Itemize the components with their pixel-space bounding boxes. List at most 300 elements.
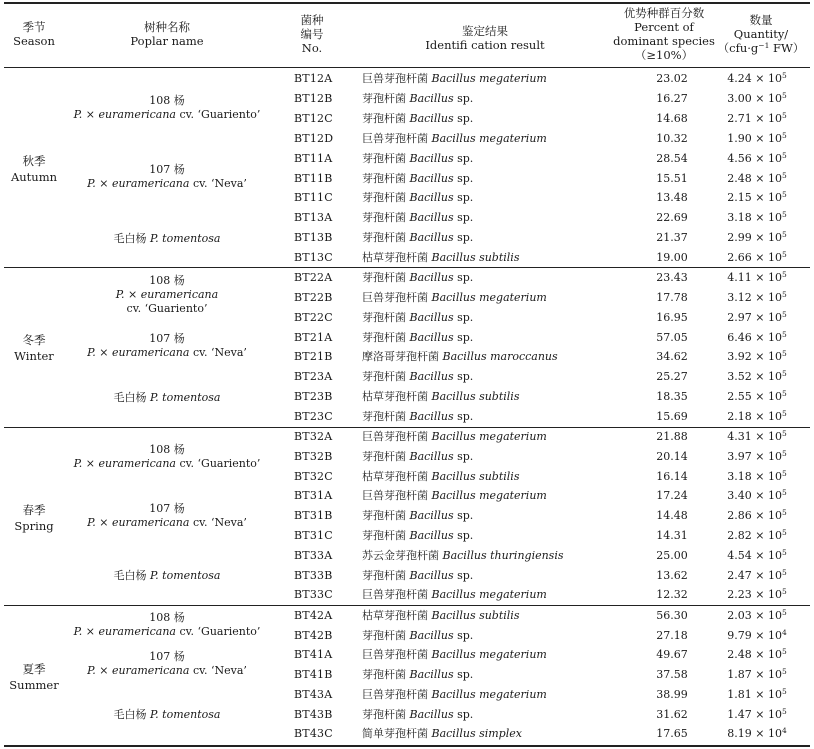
quantity-mantissa: 1.90 xyxy=(727,131,752,145)
quantity-value xyxy=(727,549,787,563)
strain-code: BT11C xyxy=(294,191,333,205)
identification-species: Bacillus thuringiensis xyxy=(442,548,564,562)
identification-zh: 巨兽芽孢杆菌 xyxy=(362,72,428,85)
times-ten-symbol: × 10 xyxy=(751,727,782,741)
identification-sp-abbrev: sp. xyxy=(457,628,474,642)
identification-zh: 芽孢杆菌 xyxy=(362,668,406,682)
times-ten-symbol: × 10 xyxy=(751,609,782,622)
identification-result xyxy=(362,370,473,384)
season-autumn xyxy=(11,153,57,185)
quantity-value xyxy=(727,311,787,325)
header-poplar-zh: 树种名称 xyxy=(144,20,190,34)
times-ten-symbol: × 10 xyxy=(751,350,782,364)
quantity-mantissa: 4.54 xyxy=(727,548,752,562)
strain-code: BT12C xyxy=(294,111,333,125)
poplar-107-prefix: P. × xyxy=(87,346,109,359)
times-ten-symbol: × 10 xyxy=(751,529,782,542)
identification-species: Bacillus xyxy=(409,151,454,165)
quantity-mantissa: 4.56 xyxy=(727,151,752,165)
times-ten-symbol: × 10 xyxy=(751,449,782,463)
dominant-percent: 15.69 xyxy=(656,409,688,423)
identification-species: Bacillus xyxy=(409,310,454,324)
identification-species: Bacillus subtilis xyxy=(431,609,520,622)
identification-result xyxy=(362,271,473,285)
identification-species: Bacillus xyxy=(409,529,454,542)
quantity-exponent: 5 xyxy=(781,230,787,240)
quantity-mantissa: 3.92 xyxy=(727,350,752,364)
quantity-mantissa: 2.86 xyxy=(727,509,752,523)
identification-result xyxy=(362,191,473,205)
poplar-tomentosa-summer xyxy=(114,708,221,722)
identification-sp-abbrev: sp. xyxy=(457,409,474,423)
quantity-mantissa: 1.87 xyxy=(727,668,752,682)
identification-result xyxy=(362,470,519,484)
dominant-percent: 37.58 xyxy=(656,668,688,682)
dominant-percent: 19.00 xyxy=(656,251,688,265)
poplar-tomentosa-species: tomentosa xyxy=(162,232,221,245)
identification-zh: 芽孢杆菌 xyxy=(362,568,406,582)
strain-code: BT41B xyxy=(294,668,333,682)
identification-result xyxy=(362,708,473,722)
poplar-tomentosa-prefix: P. xyxy=(150,708,159,721)
strain-code: BT23C xyxy=(294,409,333,423)
header-pct-en1: Percent of xyxy=(634,20,694,34)
identification-result xyxy=(362,648,547,662)
poplar-107-en xyxy=(87,664,247,678)
times-ten-symbol: × 10 xyxy=(751,111,782,125)
poplar-tomentosa-species: tomentosa xyxy=(162,708,221,721)
poplar-tomentosa-winter xyxy=(114,391,221,405)
identification-species: Bacillus megaterium xyxy=(431,72,547,85)
dominant-percent: 57.05 xyxy=(656,330,688,344)
dominant-percent: 23.02 xyxy=(656,72,688,85)
quantity-mantissa: 2.66 xyxy=(727,251,752,265)
poplar-107-prefix: P. × xyxy=(87,516,109,529)
poplar-tomentosa xyxy=(114,232,221,246)
poplar-108-winter xyxy=(116,274,218,316)
quantity-exponent: 5 xyxy=(781,329,787,339)
identification-species: Bacillus subtilis xyxy=(431,469,520,483)
poplar-107-prefix: P. × xyxy=(87,177,109,190)
times-ten-symbol: × 10 xyxy=(751,409,782,423)
dominant-percent: 14.31 xyxy=(656,529,688,542)
poplar-107-en xyxy=(87,516,247,530)
season-winter-zh: 冬季 xyxy=(22,333,46,347)
quantity-exponent: 5 xyxy=(781,508,787,518)
dominant-percent: 12.32 xyxy=(656,588,688,602)
identification-result xyxy=(362,251,519,265)
dominant-percent: 17.24 xyxy=(656,489,688,503)
identification-species: Bacillus xyxy=(409,271,454,284)
poplar-108-en-line1 xyxy=(116,288,218,302)
poplar-tomentosa-prefix: P. xyxy=(150,391,159,404)
identification-result xyxy=(362,311,473,325)
poplar-tomentosa-species: tomentosa xyxy=(162,569,221,582)
identification-species: Bacillus megaterium xyxy=(431,489,547,503)
header-poplar xyxy=(130,20,203,48)
quantity-value xyxy=(727,92,787,106)
identification-sp-abbrev: sp. xyxy=(457,211,474,225)
identification-zh: 芽孢杆菌 xyxy=(362,509,406,523)
table-top-rule xyxy=(4,2,810,4)
identification-zh: 巨兽芽孢杆菌 xyxy=(362,131,428,145)
identification-result xyxy=(362,390,519,404)
quantity-exponent: 5 xyxy=(781,389,787,399)
identification-sp-abbrev: sp. xyxy=(457,271,474,284)
quantity-value xyxy=(727,390,787,404)
times-ten-symbol: × 10 xyxy=(751,568,782,582)
dominant-percent: 15.51 xyxy=(656,171,688,185)
quantity-exponent: 5 xyxy=(781,547,787,557)
quantity-exponent: 5 xyxy=(781,289,787,299)
dominant-percent: 13.48 xyxy=(656,191,688,205)
quantity-mantissa: 8.19 xyxy=(727,727,752,741)
strain-code: BT32C xyxy=(294,469,333,483)
quantity-value xyxy=(727,609,787,623)
quantity-exponent: 5 xyxy=(781,369,787,379)
quantity-value xyxy=(727,648,787,662)
quantity-mantissa: 2.03 xyxy=(727,609,752,622)
header-qty-en2-sup: −1 xyxy=(758,41,770,50)
identification-zh: 芽孢杆菌 xyxy=(362,151,406,165)
strain-code: BT13A xyxy=(294,211,333,225)
poplar-107-cultivar: cv. ‘Neva’ xyxy=(189,664,247,677)
identification-zh: 芽孢杆菌 xyxy=(362,211,406,225)
winter-spring-rule xyxy=(4,427,810,428)
dominant-percent: 25.27 xyxy=(656,370,688,384)
times-ten-symbol: × 10 xyxy=(751,231,782,245)
quantity-value xyxy=(727,529,787,543)
quantity-mantissa: 3.12 xyxy=(727,290,752,304)
quantity-value xyxy=(727,231,787,245)
quantity-mantissa: 2.47 xyxy=(727,568,752,582)
times-ten-symbol: × 10 xyxy=(751,72,782,85)
quantity-exponent: 4 xyxy=(781,726,787,736)
quantity-value xyxy=(727,470,787,484)
quantity-exponent: 5 xyxy=(781,110,787,120)
quantity-exponent: 5 xyxy=(781,528,787,537)
strain-code: BT23A xyxy=(294,370,333,384)
quantity-exponent: 5 xyxy=(781,150,787,160)
quantity-value xyxy=(727,172,787,186)
identification-result xyxy=(362,668,473,682)
poplar-108-zh: 108 杨 xyxy=(149,611,185,624)
identification-result xyxy=(362,410,473,424)
strain-code: BT21B xyxy=(294,350,333,364)
quantity-mantissa: 4.31 xyxy=(727,430,752,443)
strain-code: BT21A xyxy=(294,330,333,344)
quantity-mantissa: 3.97 xyxy=(727,449,752,463)
identification-sp-abbrev: sp. xyxy=(457,668,474,682)
quantity-mantissa: 1.47 xyxy=(727,707,752,721)
quantity-value xyxy=(727,727,787,741)
strain-code: BT22C xyxy=(294,310,333,324)
poplar-107-species: euramericana xyxy=(111,346,190,359)
quantity-mantissa: 1.81 xyxy=(727,687,752,701)
poplar-108-en xyxy=(74,625,261,639)
times-ten-symbol: × 10 xyxy=(751,430,782,443)
header-qty-en1: Quantity/ xyxy=(733,27,789,41)
header-season xyxy=(13,20,55,48)
poplar-tomentosa-autumn xyxy=(114,232,221,246)
poplar-108-cultivar: cv. ‘Guariento’ xyxy=(175,625,261,638)
identification-species: Bacillus subtilis xyxy=(431,251,520,265)
times-ten-symbol: × 10 xyxy=(751,211,782,225)
quantity-mantissa: 2.99 xyxy=(727,231,752,245)
quantity-exponent: 5 xyxy=(781,309,787,319)
header-strain-zh2: 编号 xyxy=(300,27,324,41)
quantity-mantissa: 4.11 xyxy=(727,271,752,284)
quantity-mantissa: 2.48 xyxy=(727,648,752,662)
dominant-percent: 16.95 xyxy=(656,310,688,324)
times-ten-symbol: × 10 xyxy=(751,648,782,662)
times-ten-symbol: × 10 xyxy=(751,707,782,721)
identification-zh: 芽孢杆菌 xyxy=(362,409,406,423)
poplar-107-autumn xyxy=(87,163,247,191)
poplar-tomentosa xyxy=(114,391,221,405)
identification-result xyxy=(362,211,473,225)
quantity-mantissa: 2.97 xyxy=(727,310,752,324)
header-percent xyxy=(613,6,715,62)
identification-species: Bacillus megaterium xyxy=(431,687,547,701)
poplar-tomentosa-prefix: P. xyxy=(150,569,159,582)
quantity-exponent: 5 xyxy=(781,429,787,438)
identification-zh: 芽孢杆菌 xyxy=(362,310,406,324)
quantity-mantissa: 3.18 xyxy=(727,469,752,483)
quantity-mantissa: 4.24 xyxy=(727,72,752,85)
season-spring-en: Spring xyxy=(14,519,54,533)
identification-sp-abbrev: sp. xyxy=(457,151,474,165)
identification-species: Bacillus xyxy=(409,171,454,185)
dominant-percent: 56.30 xyxy=(656,609,688,622)
header-strain-en: No. xyxy=(301,41,323,55)
strain-code: BT43C xyxy=(294,727,333,741)
dominant-percent: 21.37 xyxy=(656,231,688,245)
identification-zh: 芽孢杆菌 xyxy=(362,370,406,384)
identification-sp-abbrev: sp. xyxy=(457,310,474,324)
identification-result xyxy=(362,172,473,186)
quantity-value xyxy=(727,430,787,444)
strain-code: BT43B xyxy=(294,707,333,721)
identification-result xyxy=(362,727,522,741)
strain-code: BT12A xyxy=(294,72,333,85)
header-rule xyxy=(4,67,810,68)
header-pct-en3: （≥10%） xyxy=(634,48,694,62)
quantity-value xyxy=(727,450,787,464)
poplar-107-zh: 107 杨 xyxy=(149,650,185,663)
poplar-108-prefix: P. × xyxy=(73,457,95,470)
quantity-exponent: 5 xyxy=(781,270,787,279)
quantity-value xyxy=(727,191,787,205)
poplar-108-prefix: P. × xyxy=(73,108,95,121)
poplar-107-zh: 107 杨 xyxy=(149,163,185,176)
identification-result xyxy=(362,509,473,523)
dominant-percent: 21.88 xyxy=(656,430,688,443)
identification-sp-abbrev: sp. xyxy=(457,330,474,344)
identification-species: Bacillus xyxy=(409,370,454,384)
identification-species: Bacillus megaterium xyxy=(431,290,547,304)
identification-species: Bacillus xyxy=(409,91,454,105)
quantity-mantissa: 2.71 xyxy=(727,111,752,125)
times-ten-symbol: × 10 xyxy=(751,330,782,344)
times-ten-symbol: × 10 xyxy=(751,628,782,642)
identification-result xyxy=(362,430,547,444)
dominant-percent: 17.65 xyxy=(656,727,688,741)
strain-code: BT42B xyxy=(294,628,333,642)
dominant-percent: 25.00 xyxy=(656,548,688,562)
identification-zh: 枯草芽孢杆菌 xyxy=(362,469,428,483)
header-qty-en2-b: FW） xyxy=(769,41,805,55)
times-ten-symbol: × 10 xyxy=(751,370,782,384)
poplar-107-summer xyxy=(87,650,247,678)
poplar-tomentosa-zh: 毛白杨 xyxy=(113,391,147,404)
identification-sp-abbrev: sp. xyxy=(457,231,474,245)
identification-zh: 芽孢杆菌 xyxy=(362,191,406,205)
identification-species: Bacillus megaterium xyxy=(431,588,547,602)
identification-result xyxy=(362,72,547,86)
strain-code: BT13C xyxy=(294,251,333,265)
identification-species: Bacillus subtilis xyxy=(431,390,520,404)
identification-sp-abbrev: sp. xyxy=(457,509,474,523)
identification-result xyxy=(362,92,473,106)
identification-result xyxy=(362,331,473,345)
identification-zh: 枯草芽孢杆菌 xyxy=(362,609,428,622)
quantity-value xyxy=(727,569,787,583)
quantity-mantissa: 3.40 xyxy=(727,489,752,503)
identification-zh: 巨兽芽孢杆菌 xyxy=(362,290,428,304)
season-autumn-en: Autumn xyxy=(10,170,58,184)
quantity-value xyxy=(727,509,787,523)
quantity-value xyxy=(727,489,787,503)
identification-zh: 巨兽芽孢杆菌 xyxy=(362,687,428,701)
header-pct-en2: dominant species xyxy=(613,34,715,48)
identification-result xyxy=(362,549,564,563)
quantity-value xyxy=(727,251,787,265)
strain-code: BT11B xyxy=(294,171,333,185)
identification-result xyxy=(362,291,547,305)
identification-result xyxy=(362,609,519,623)
identification-zh: 芽孢杆菌 xyxy=(362,707,406,721)
header-strain xyxy=(301,13,324,55)
strain-code: BT12B xyxy=(294,91,333,105)
dominant-percent: 16.27 xyxy=(656,91,688,105)
identification-sp-abbrev: sp. xyxy=(457,191,474,205)
poplar-108-spring xyxy=(74,443,261,471)
dominant-percent: 28.54 xyxy=(656,151,688,165)
identification-result xyxy=(362,231,473,245)
quantity-mantissa: 2.15 xyxy=(727,191,752,205)
identification-species: Bacillus xyxy=(409,111,454,125)
times-ten-symbol: × 10 xyxy=(751,91,782,105)
identification-result xyxy=(362,132,547,146)
poplar-108-cultivar: cv. ‘Guariento’ xyxy=(175,457,261,470)
identification-species: Bacillus xyxy=(409,628,454,642)
dominant-percent: 18.35 xyxy=(656,390,688,404)
strain-code: BT12D xyxy=(294,131,334,145)
identification-zh: 芽孢杆菌 xyxy=(362,231,406,245)
strain-code: BT33A xyxy=(294,548,333,562)
dominant-percent: 22.69 xyxy=(656,211,688,225)
quantity-exponent: 5 xyxy=(781,686,787,696)
quantity-value xyxy=(727,370,787,384)
quantity-exponent: 4 xyxy=(781,627,787,637)
identification-species: Bacillus xyxy=(409,449,454,463)
identification-zh: 苏云金芽孢杆菌 xyxy=(362,548,439,562)
poplar-tomentosa-zh: 毛白杨 xyxy=(113,708,147,721)
season-spring xyxy=(14,502,53,534)
quantity-exponent: 5 xyxy=(781,667,787,677)
header-qty-zh: 数量 xyxy=(749,13,773,27)
identification-zh: 枯草芽孢杆菌 xyxy=(362,251,428,265)
poplar-107-en xyxy=(87,346,247,360)
dominant-percent: 16.14 xyxy=(656,469,688,483)
quantity-value xyxy=(727,72,787,86)
poplar-108-species: euramericana xyxy=(98,457,176,470)
quantity-value xyxy=(727,331,787,345)
poplar-108-en xyxy=(74,108,261,122)
quantity-mantissa: 2.55 xyxy=(727,390,752,404)
quantity-exponent: 5 xyxy=(781,349,787,359)
quantity-exponent: 5 xyxy=(781,71,787,80)
quantity-exponent: 5 xyxy=(781,130,787,140)
strain-code: BT33C xyxy=(294,588,333,602)
times-ten-symbol: × 10 xyxy=(751,509,782,523)
quantity-exponent: 5 xyxy=(781,210,787,220)
strain-code: BT22B xyxy=(294,290,333,304)
poplar-107-en xyxy=(87,177,247,191)
identification-zh: 芽孢杆菌 xyxy=(362,449,406,463)
times-ten-symbol: × 10 xyxy=(751,131,782,145)
quantity-value xyxy=(727,410,787,424)
quantity-value xyxy=(727,132,787,146)
identification-species: Bacillus maroccanus xyxy=(442,350,558,364)
dominant-percent: 38.99 xyxy=(656,687,688,701)
identification-species: Bacillus xyxy=(409,191,454,205)
poplar-107-prefix: P. × xyxy=(87,664,109,677)
header-qty-en2-a: （cfu·g xyxy=(717,41,759,55)
quantity-exponent: 5 xyxy=(781,488,787,498)
season-summer xyxy=(9,661,58,693)
season-winter xyxy=(14,332,54,364)
identification-zh: 巨兽芽孢杆菌 xyxy=(362,588,428,602)
quantity-value xyxy=(727,588,787,602)
poplar-108-species: euramericana xyxy=(140,288,219,301)
strain-code: BT11A xyxy=(294,151,333,165)
dominant-percent: 49.67 xyxy=(656,648,688,662)
quantity-value xyxy=(727,688,787,702)
identification-zh: 摩洛哥芽孢杆菌 xyxy=(362,350,439,364)
identification-zh: 枯草芽孢杆菌 xyxy=(362,390,428,404)
quantity-mantissa: 6.46 xyxy=(727,330,752,344)
identification-species: Bacillus xyxy=(409,409,454,423)
identification-sp-abbrev: sp. xyxy=(457,91,474,105)
strain-code: BT13B xyxy=(294,231,333,245)
identification-zh: 巨兽芽孢杆菌 xyxy=(362,648,428,662)
times-ten-symbol: × 10 xyxy=(751,469,782,483)
identification-species: Bacillus xyxy=(409,330,454,344)
table-bottom-rule xyxy=(4,745,810,747)
strain-code: BT23B xyxy=(294,390,333,404)
dominant-percent: 20.14 xyxy=(656,449,688,463)
quantity-exponent: 5 xyxy=(781,408,787,418)
identification-zh: 芽孢杆菌 xyxy=(362,171,406,185)
poplar-108-zh: 108 杨 xyxy=(149,443,185,456)
season-spring-zh: 春季 xyxy=(22,503,46,517)
quantity-exponent: 5 xyxy=(781,170,787,180)
header-ident-zh: 鉴定结果 xyxy=(461,24,508,38)
identification-species: Bacillus xyxy=(409,568,454,582)
identification-zh: 芽孢杆菌 xyxy=(362,111,406,125)
